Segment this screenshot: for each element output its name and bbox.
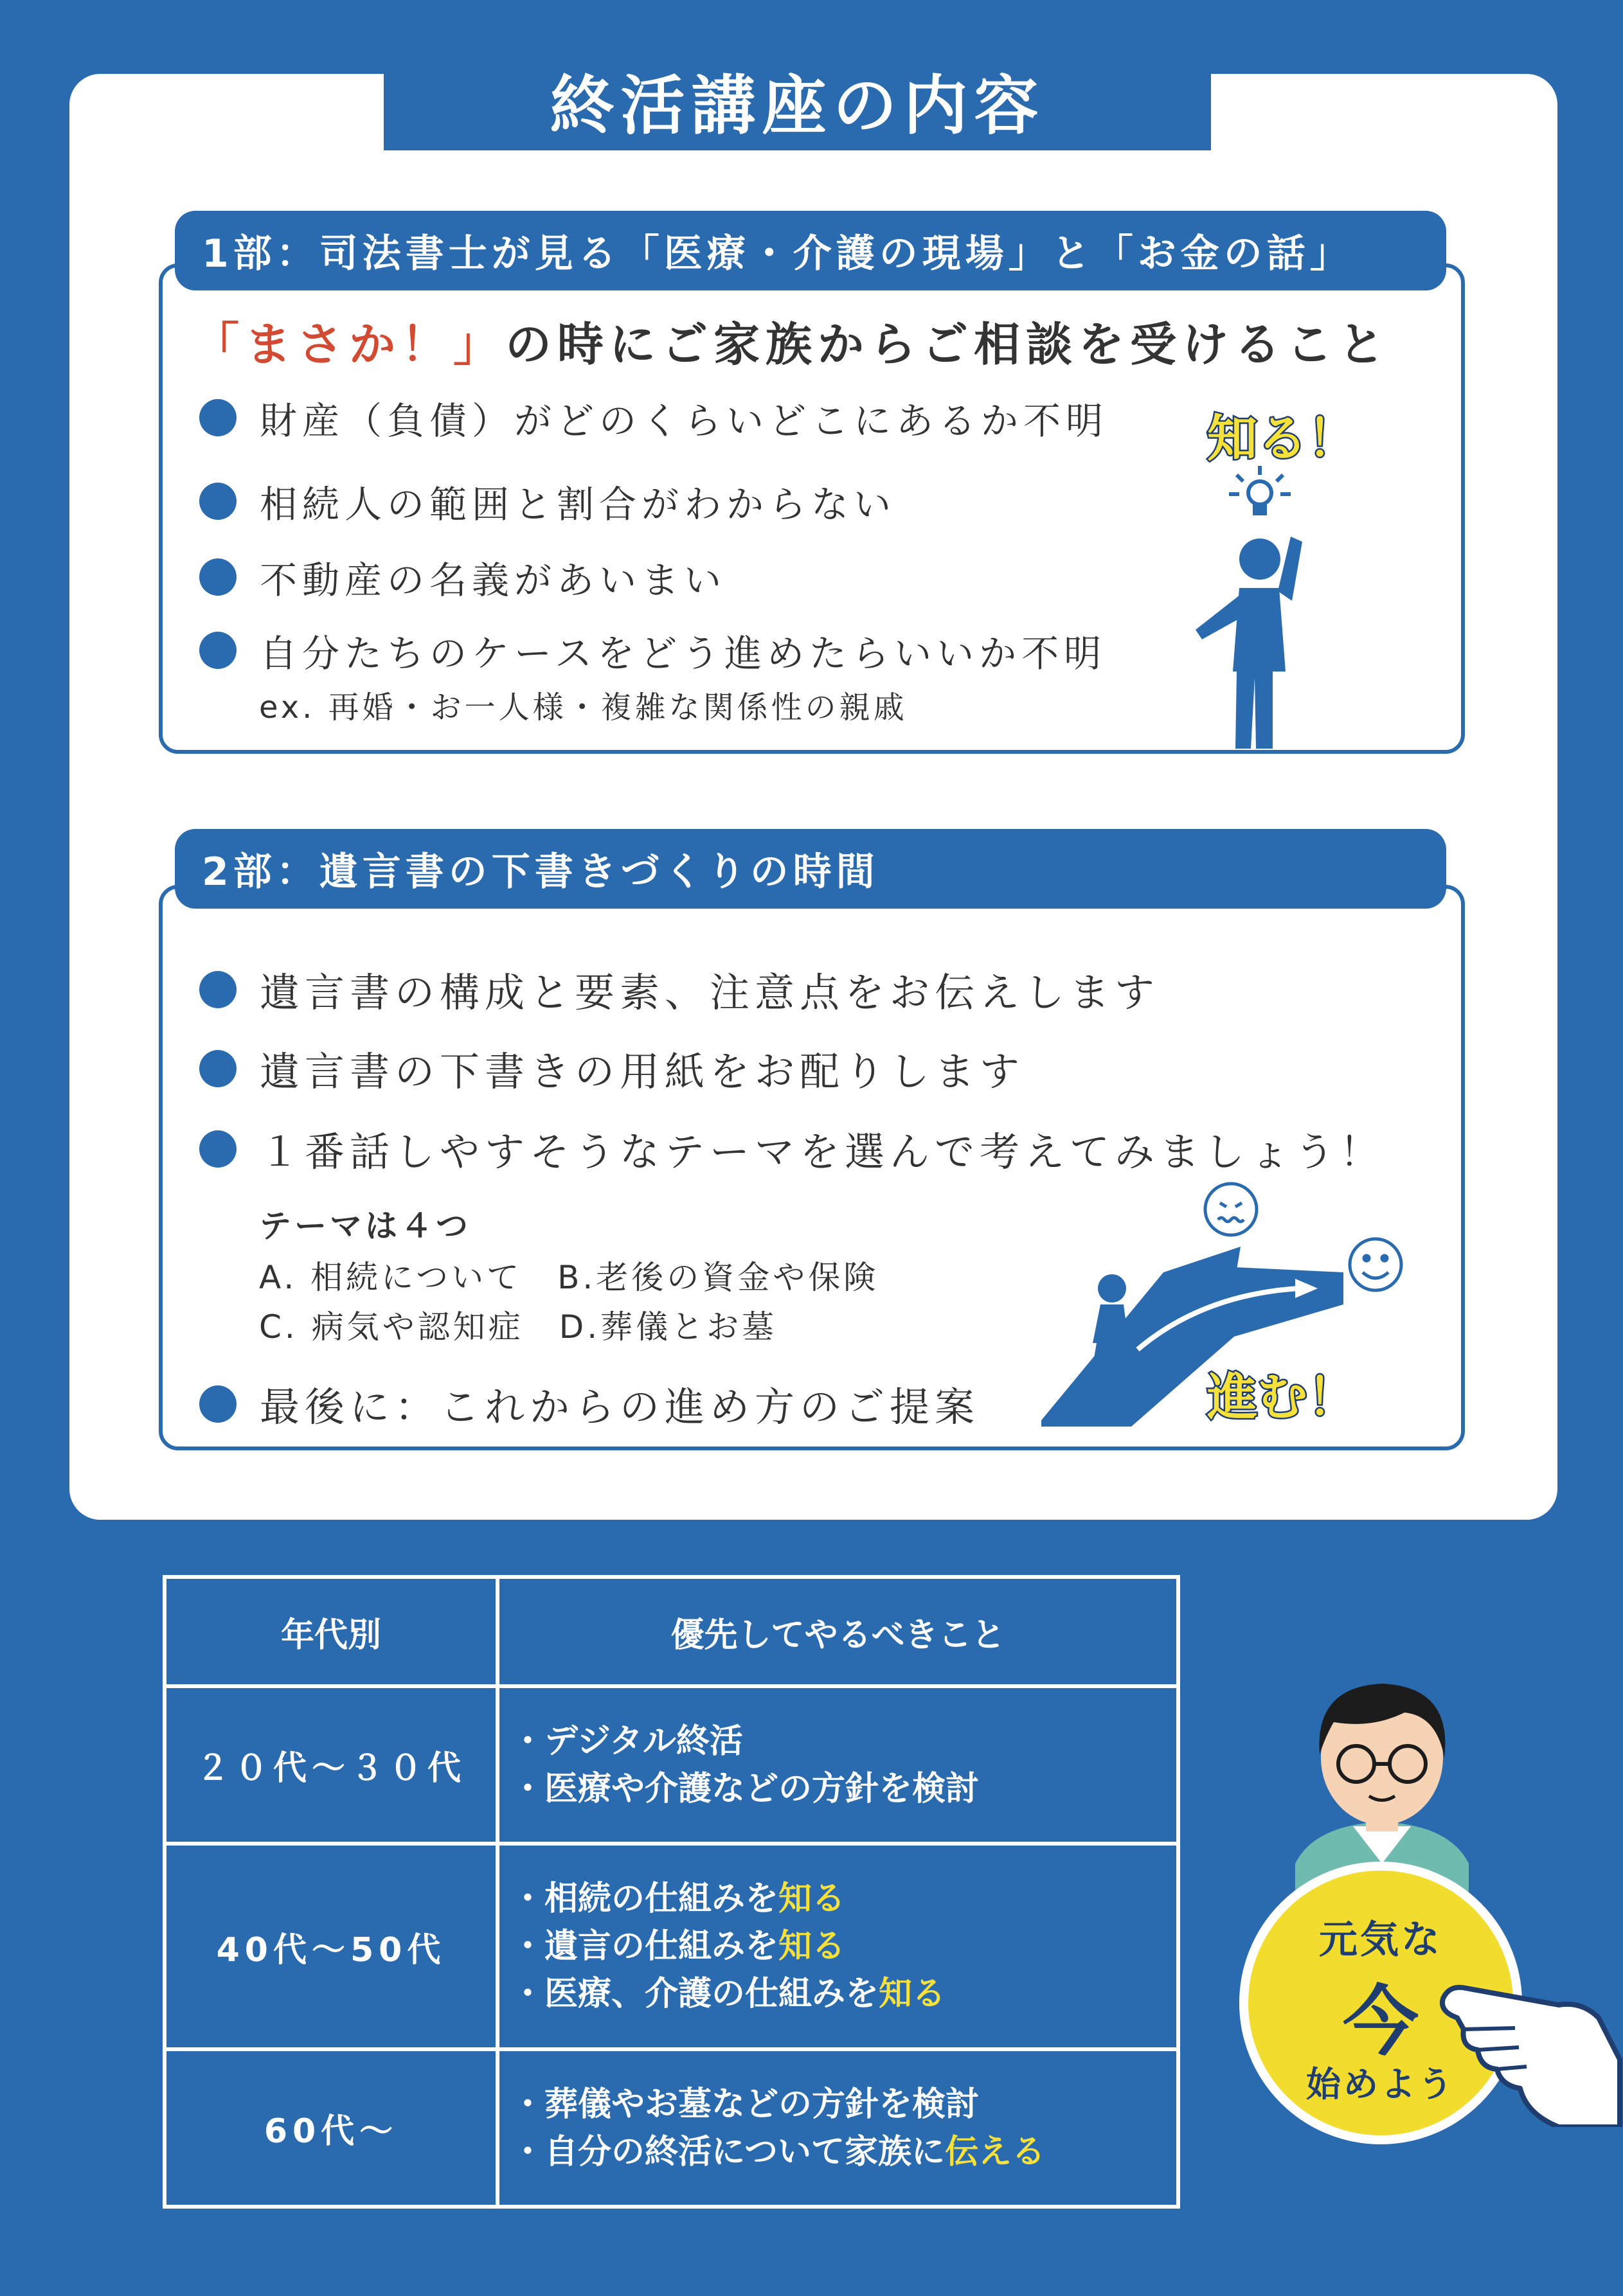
highlight-text: 知る xyxy=(879,1975,946,2013)
table-row xyxy=(165,1686,1178,1844)
age-cell: 60代〜 xyxy=(165,2049,498,2207)
bullet-dot xyxy=(199,971,237,1008)
bullet-dot xyxy=(199,558,237,596)
priority-line xyxy=(511,2128,1176,2176)
priority-text: ・葬儀やお墓などの方針を検討 xyxy=(511,2085,980,2124)
themes-row-2: C. 病気や認知症 D.葬儀とお墓 xyxy=(259,1308,778,1346)
smile-face-icon xyxy=(1350,1239,1401,1290)
part1-header: 1部：司法書士が見る「医療・介護の現場」と「お金の話」 xyxy=(175,211,1446,290)
page-title: 終活講座の内容 xyxy=(384,50,1211,150)
part1-item-text: 自分たちのケースをどう進めたらいいか不明 xyxy=(260,632,1107,675)
highlight-text: 知る xyxy=(778,1927,846,1966)
bullet-dot xyxy=(199,1050,237,1087)
part2-last-item xyxy=(199,1375,980,1432)
part2-item-text: １番話しやすそうなテーマを選んで考えてみましょう！ xyxy=(260,1128,1385,1175)
part1-item-text: 相続人の範囲と割合がわからない xyxy=(260,483,897,526)
part2-item-text: 遺言書の下書きの用紙をお配りします xyxy=(260,1048,1025,1095)
priority-line xyxy=(511,1970,1176,2018)
themes-row-1: A. 相続について B.老後の資金や保険 xyxy=(259,1259,879,1296)
part1-item-text: 不動産の名義があいまい xyxy=(260,558,727,602)
pointing-hand-icon xyxy=(1430,1921,1623,2127)
priority-cell xyxy=(498,1686,1178,1844)
advance-badge: 進む！ xyxy=(1207,1369,1358,1427)
priority-line xyxy=(511,1875,1176,1923)
subheading-accent: 「まさか！」 xyxy=(193,317,506,371)
priority-text: ・デジタル終活 xyxy=(511,1722,743,1761)
part1-item xyxy=(199,550,726,604)
bullet-dot xyxy=(199,399,237,436)
priority-line xyxy=(511,2081,1176,2128)
age-priority-table xyxy=(163,1575,1180,2209)
table-header-row xyxy=(165,1577,1178,1686)
table-row xyxy=(165,1844,1178,2049)
priority-text: ・自分の終活について家族に xyxy=(511,2132,945,2171)
part2-last-item-text: 最後に：これからの進め方のご提案 xyxy=(260,1384,980,1430)
age-cell: 40代〜50代 xyxy=(165,1844,498,2049)
part2-item xyxy=(199,1120,1385,1177)
cta-line-2: 今 xyxy=(1342,1977,1419,2066)
bullet-dot xyxy=(199,1130,237,1168)
priority-cell xyxy=(498,1844,1178,2049)
highlight-text: 伝える xyxy=(944,2132,1045,2171)
part1-item xyxy=(199,391,1108,445)
subheading-text: の時にご家族からご相談を受けること xyxy=(505,317,1391,371)
know-badge: 知る！ xyxy=(1207,410,1358,468)
themes-title: テーマは４つ xyxy=(259,1207,471,1245)
part1-item xyxy=(199,623,1106,677)
priority-text: ・相続の仕組みを xyxy=(511,1880,779,1918)
part1-item xyxy=(199,474,896,528)
priority-text: ・医療、介護の仕組みを xyxy=(511,1975,879,2013)
part1-example: ex. 再婚・お一人様・複雑な関係性の親戚 xyxy=(259,690,908,725)
part2-item-text: 遺言書の構成と要素、注意点をお伝えします xyxy=(260,969,1160,1016)
part2-item xyxy=(199,1040,1025,1097)
age-cell: ２０代〜３０代 xyxy=(165,1686,498,1844)
cta-line-3: 始めよう xyxy=(1306,2064,1455,2105)
bullet-dot xyxy=(199,483,237,520)
priority-line xyxy=(511,1765,1176,1813)
part2-item xyxy=(199,961,1160,1018)
lightbulb-icon xyxy=(1229,466,1291,513)
priority-line xyxy=(511,1923,1176,1970)
priority-cell xyxy=(498,2049,1178,2207)
bullet-dot xyxy=(199,1385,237,1423)
worried-face-icon xyxy=(1205,1184,1257,1235)
highlight-text: 知る xyxy=(778,1880,846,1918)
priority-text: ・遺言の仕組みを xyxy=(511,1927,779,1966)
part1-subheading xyxy=(193,307,1390,374)
priority-text: ・医療や介護などの方針を検討 xyxy=(511,1769,980,1808)
bullet-dot xyxy=(199,632,237,669)
part2-header: 2部：遺言書の下書きづくりの時間 xyxy=(175,829,1446,909)
table-header-priority: 優先してやるべきこと xyxy=(498,1577,1178,1686)
table-row xyxy=(165,2049,1178,2207)
table-header-age: 年代別 xyxy=(165,1577,498,1686)
part1-item-text: 財産（負債）がどのくらいどこにあるか不明 xyxy=(260,399,1109,443)
cta-line-1: 元気な xyxy=(1319,1918,1442,1962)
idea-person-illustration xyxy=(1176,459,1343,755)
priority-line xyxy=(511,1718,1176,1765)
